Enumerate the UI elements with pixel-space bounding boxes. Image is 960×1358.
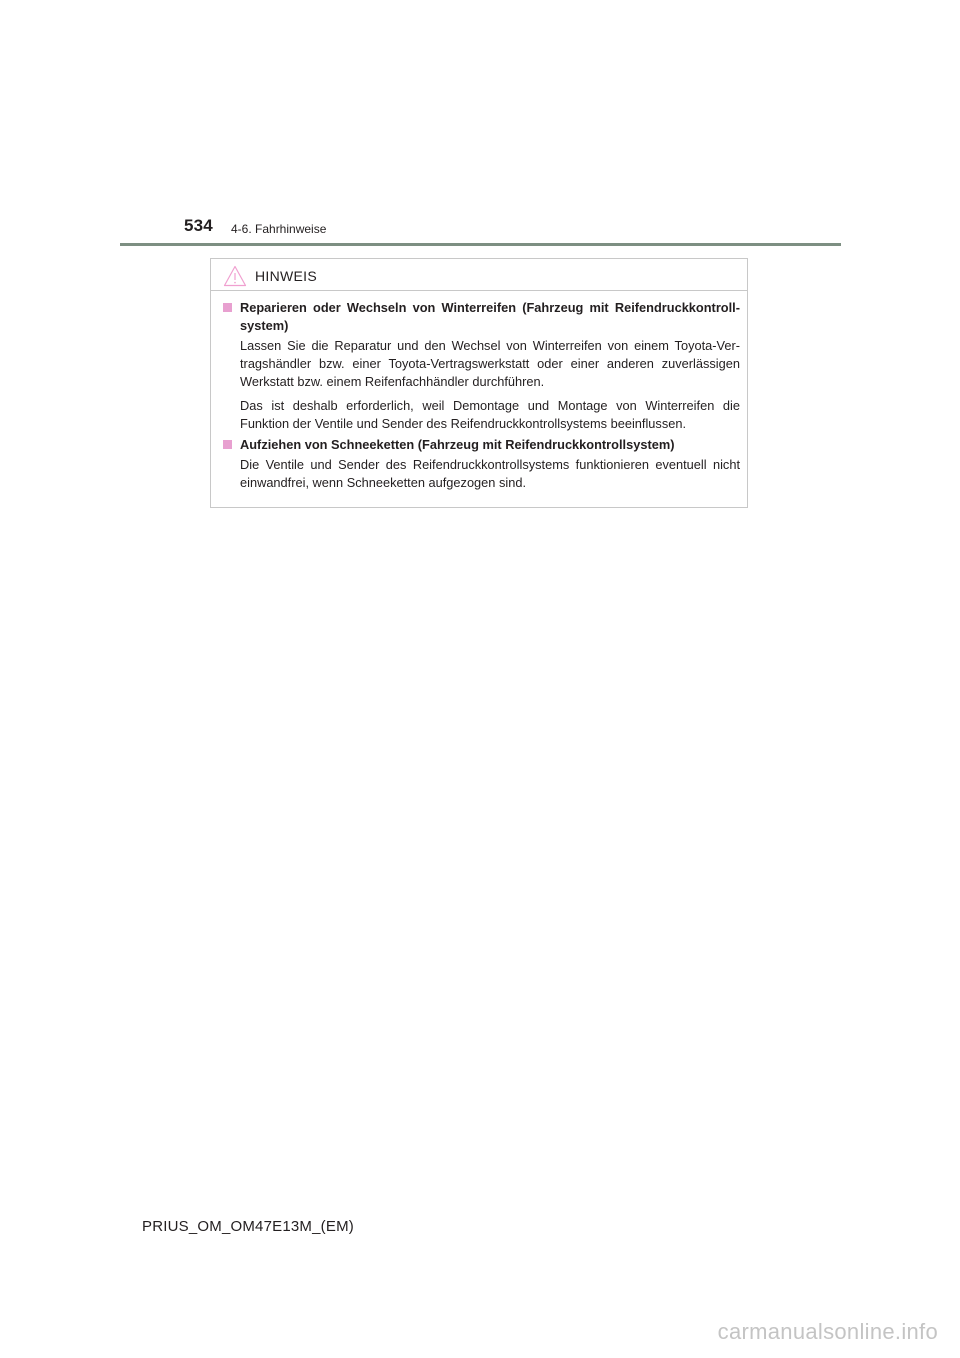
section-title: 4-6. Fahrhinweise — [231, 222, 327, 236]
item-heading — [222, 299, 740, 335]
item-paragraph: Die Ventile und Sender des Reifendruckkontrollsystems funktionieren eventuell nicht einwandfrei, wenn Schneeketten aufgezogen sind. — [240, 457, 740, 490]
document-code: PRIUS_OM_OM47E13M_(EM) — [142, 1218, 354, 1235]
notice-divider — [211, 290, 747, 291]
header-rule — [120, 243, 841, 246]
item-heading-text: Reparieren oder Wechseln von Winterreifen (Fahrzeug mit Reifendruckkontroll-system) — [240, 300, 740, 333]
watermark: carmanualsonline.info — [717, 1319, 938, 1344]
warning-triangle-icon — [223, 265, 247, 287]
notice-item — [222, 436, 740, 492]
item-heading — [222, 436, 740, 454]
notice-header — [223, 262, 317, 290]
item-paragraph: Das ist deshalb erforderlich, weil Demontage und Montage von Winterreifen die Funktion der Ventile und Sender des Reifendruckkontrollsystems beeinflussen. — [240, 398, 740, 431]
item-paragraph: Lassen Sie die Reparatur und den Wechsel von Winterreifen von einem Toyota-Ver-tragshändler bzw. einer Toyota-Vertragswerkstatt oder einer anderen zuverlässigen Werkstatt bzw. einem Reifenfachhändler durchführen. — [240, 338, 740, 389]
page-number: 534 — [184, 216, 213, 235]
notice-box — [210, 258, 748, 508]
square-bullet-icon — [223, 440, 232, 449]
notice-title: HINWEIS — [255, 268, 317, 284]
notice-item — [222, 299, 740, 433]
item-heading-text: Aufziehen von Schneeketten (Fahrzeug mit Reifendruckkontrollsystem) — [240, 437, 675, 452]
notice-content — [222, 299, 740, 492]
square-bullet-icon — [223, 303, 232, 312]
